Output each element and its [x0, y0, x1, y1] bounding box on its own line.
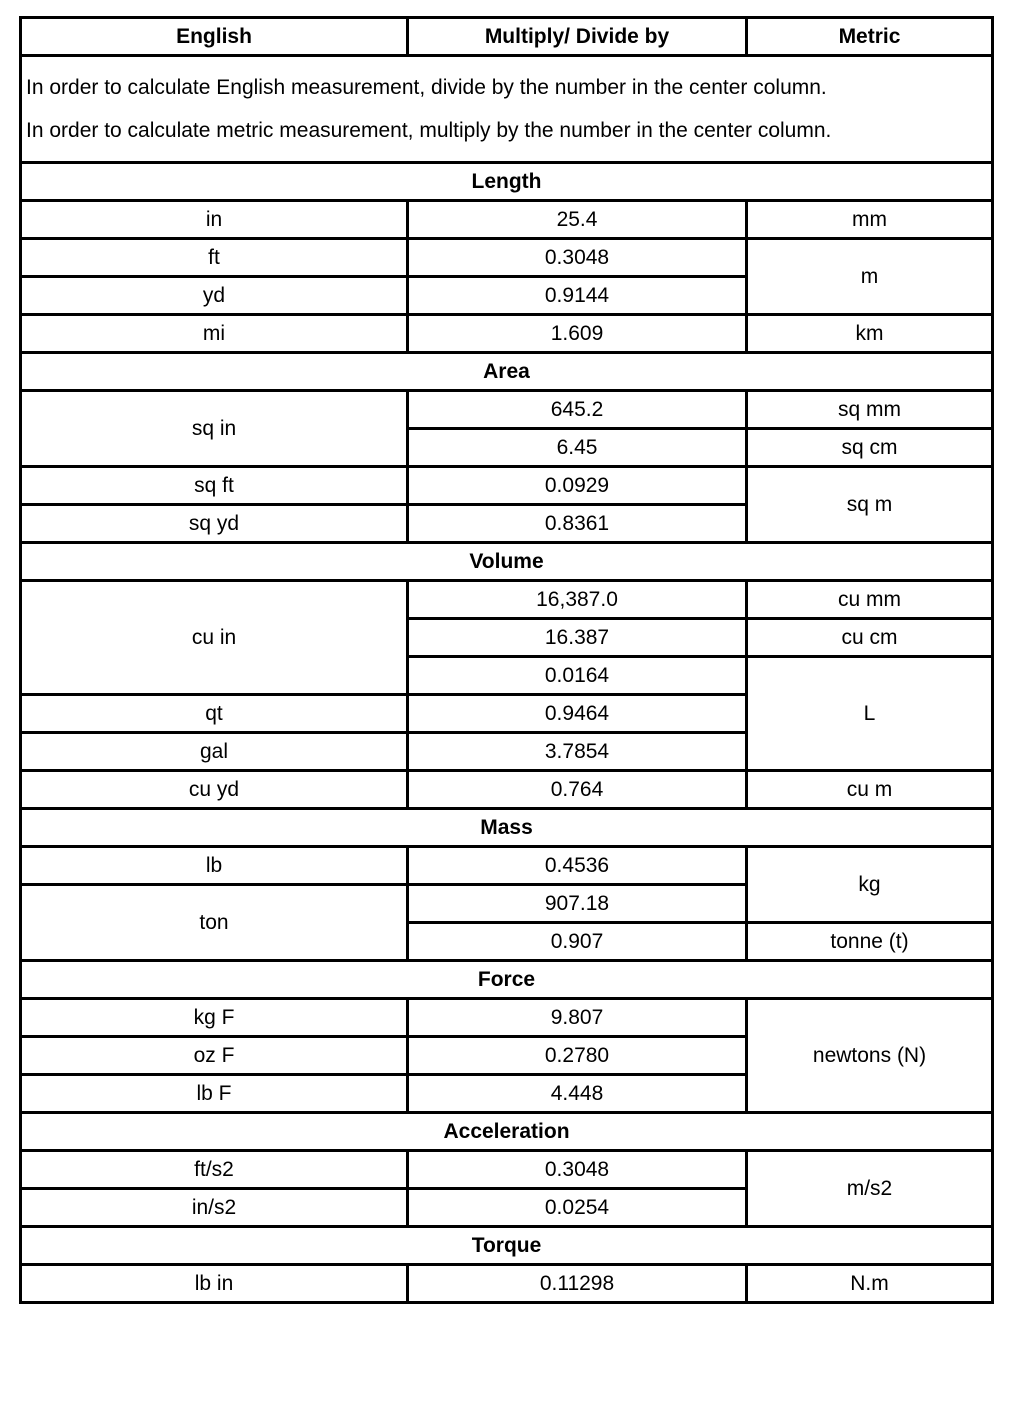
metric-unit: km: [747, 315, 993, 353]
metric-unit: sq cm: [747, 429, 993, 467]
metric-unit: cu m: [747, 771, 993, 809]
table-row: [21, 847, 993, 885]
conversion-factor: 0.907: [408, 923, 747, 961]
english-unit: sq ft: [21, 467, 408, 505]
conversion-factor: 0.8361: [408, 505, 747, 543]
header-english: English: [21, 18, 408, 56]
english-unit: kg F: [21, 999, 408, 1037]
english-unit: sq yd: [21, 505, 408, 543]
english-unit: ft: [21, 239, 408, 277]
metric-unit: cu mm: [747, 581, 993, 619]
metric-unit: mm: [747, 201, 993, 239]
section-title-volume: Volume: [21, 543, 993, 581]
conversion-factor: 0.764: [408, 771, 747, 809]
conversion-table: [19, 16, 994, 1304]
conversion-factor: 6.45: [408, 429, 747, 467]
english-unit: ft/s2: [21, 1151, 408, 1189]
conversion-factor: 16,387.0: [408, 581, 747, 619]
english-unit: lb: [21, 847, 408, 885]
table-row: [21, 1151, 993, 1189]
section-title-mass: Mass: [21, 809, 993, 847]
conversion-factor: 9.807: [408, 999, 747, 1037]
table-row: [21, 201, 993, 239]
instructions-row: [21, 56, 993, 163]
conversion-factor: 0.0929: [408, 467, 747, 505]
conversion-factor: 0.0254: [408, 1189, 747, 1227]
section-row-mass: [21, 809, 993, 847]
metric-unit: kg: [747, 847, 993, 923]
table-row: [21, 581, 993, 619]
header-metric: Metric: [747, 18, 993, 56]
conversion-factor: 0.11298: [408, 1265, 747, 1303]
english-unit: oz F: [21, 1037, 408, 1075]
table-row: [21, 1265, 993, 1303]
instruction-english: In order to calculate English measurement, divide by the number in the center column.: [26, 75, 827, 99]
section-title-acceleration: Acceleration: [21, 1113, 993, 1151]
section-row-force: [21, 961, 993, 999]
metric-unit: N.m: [747, 1265, 993, 1303]
conversion-factor: 0.2780: [408, 1037, 747, 1075]
english-unit: lb in: [21, 1265, 408, 1303]
instructions-cell: [21, 56, 993, 163]
conversion-factor: 3.7854: [408, 733, 747, 771]
header-factor: Multiply/ Divide by: [408, 18, 747, 56]
table-row: [21, 391, 993, 429]
conversion-factor: 0.3048: [408, 1151, 747, 1189]
english-unit: yd: [21, 277, 408, 315]
section-row-acceleration: [21, 1113, 993, 1151]
metric-unit: sq mm: [747, 391, 993, 429]
section-row-length: [21, 163, 993, 201]
english-unit: sq in: [21, 391, 408, 467]
english-unit: in: [21, 201, 408, 239]
table-row: [21, 999, 993, 1037]
section-row-torque: [21, 1227, 993, 1265]
metric-unit: newtons (N): [747, 999, 993, 1113]
conversion-factor: 0.4536: [408, 847, 747, 885]
conversion-factor: 0.9144: [408, 277, 747, 315]
section-title-area: Area: [21, 353, 993, 391]
header-row: [21, 18, 993, 56]
english-unit: in/s2: [21, 1189, 408, 1227]
section-title-force: Force: [21, 961, 993, 999]
section-row-area: [21, 353, 993, 391]
section-title-torque: Torque: [21, 1227, 993, 1265]
section-title-length: Length: [21, 163, 993, 201]
table-row: [21, 771, 993, 809]
conversion-factor: 16.387: [408, 619, 747, 657]
conversion-factor: 0.0164: [408, 657, 747, 695]
english-unit: lb F: [21, 1075, 408, 1113]
metric-unit: m/s2: [747, 1151, 993, 1227]
instruction-metric: In order to calculate metric measurement, multiply by the number in the center column.: [26, 118, 832, 142]
metric-unit: tonne (t): [747, 923, 993, 961]
metric-unit: sq m: [747, 467, 993, 543]
table-row: [21, 467, 993, 505]
table-row: [21, 315, 993, 353]
table-row: [21, 239, 993, 277]
conversion-factor: 645.2: [408, 391, 747, 429]
conversion-factor: 0.9464: [408, 695, 747, 733]
english-unit: cu yd: [21, 771, 408, 809]
metric-unit: L: [747, 657, 993, 771]
english-unit: cu in: [21, 581, 408, 695]
english-unit: gal: [21, 733, 408, 771]
conversion-factor: 907.18: [408, 885, 747, 923]
section-row-volume: [21, 543, 993, 581]
conversion-factor: 25.4: [408, 201, 747, 239]
metric-unit: cu cm: [747, 619, 993, 657]
english-unit: mi: [21, 315, 408, 353]
conversion-factor: 4.448: [408, 1075, 747, 1113]
metric-unit: m: [747, 239, 993, 315]
english-unit: ton: [21, 885, 408, 961]
english-unit: qt: [21, 695, 408, 733]
conversion-factor: 1.609: [408, 315, 747, 353]
conversion-factor: 0.3048: [408, 239, 747, 277]
